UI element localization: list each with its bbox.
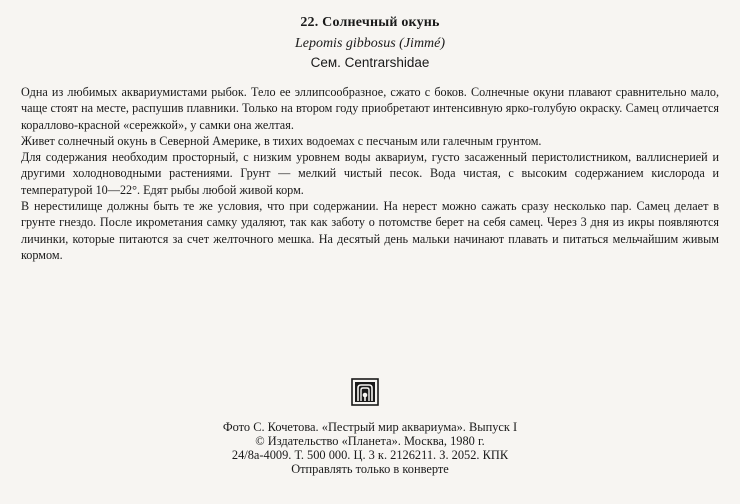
photo-credit: Фото С. Кочетова. «Пестрый мир аквариума». Выпуск I [222,420,518,434]
publisher-line: © Издательство «Планета». Москва, 1980 г. [255,434,485,448]
mailing-note: Отправлять только в конверте [291,462,449,476]
paragraph-breeding: В нерестилище должны быть те же условия, что при содержании. На нерест можно сажать сразу несколько пар. Самец делает в грунте гнездо. После икрометания самку удаляют, так как заботу о потомстве берет на себя самец. Через 3 дня из икры появляются личинки, которые питаются за счет желточного мешка. На десятый день мальки начинают плавать и питаться мельчайшим живым кормом. [21,199,719,262]
family-name: Сем. Centrarshidae [310,55,430,70]
paragraph-description: Одна из любимых аквариумистами рыбок. Тело ее эллипсообразное, сжато с боков. Солнечные окуни плавают сравнительно мало, чаще стоят на месте, распушив плавники. Только на втором году приобретают интенсивную ярко-голубую окраску. Самец отличается кораллово-красной «сережкой», у самки она желтая. [21,85,719,132]
description-text [21,84,719,263]
latin-name: Lepomis gibbosus (Jimmé) [294,36,446,51]
publisher-logo-icon [351,378,379,406]
paragraph-keeping: Для содержания необходим просторный, с низким уровнем воды аквариум, густо засаженный перистолистником, валлиснерией и другими холодноводными растениями. Грунт — мелкий чистый песок. Вода чистая, с высоким содержанием кислорода и температурой 10—22°. Едят рыбы любой живой корм. [21,150,719,197]
print-info: 24/8а-4009. Т. 500 000. Ц. 3 к. 2126211. З. 2052. КПК [231,448,509,462]
paragraph-habitat: Живет солнечный окунь в Северной Америке, в тихих водоемах с песчаным или галечным грунтом. [21,133,542,148]
page-title: 22. Солнечный окунь [300,15,440,30]
